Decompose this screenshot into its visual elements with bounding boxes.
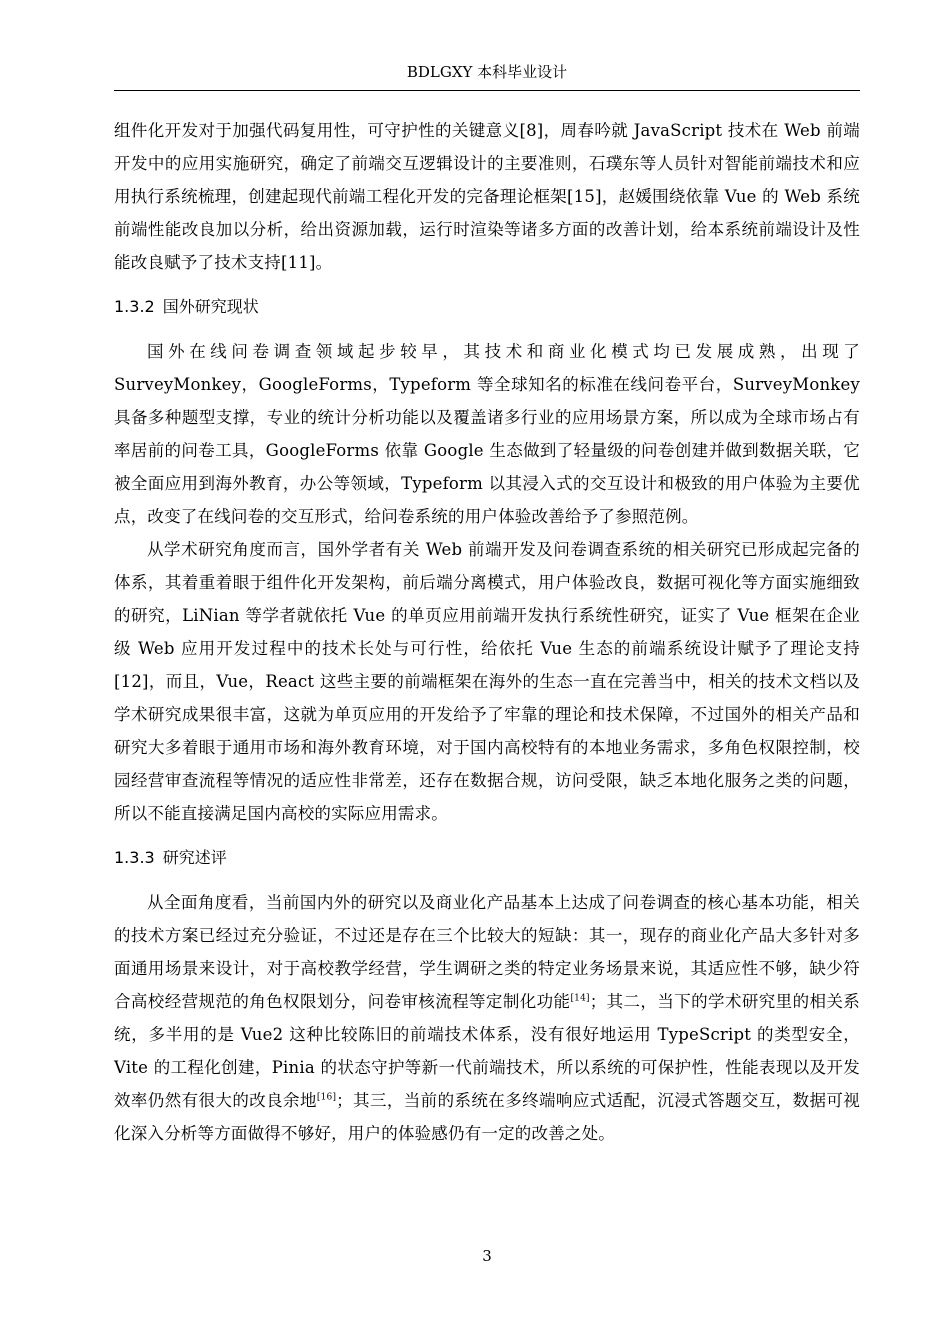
section-heading-1-3-2	[114, 293, 860, 321]
review-text-part-2: ；其二，当下的学术研究里的相关系统，多半用的是 Vue2 这种比较陈旧的前端技术体系，没有很好地运用 TypeScript 的类型安全，Vite 的工程化创建，Pinia 的状态守护等新一代前端技术，所以系统的可保护性，性能表现以及开发效率仍然有很大的改良余地	[114, 992, 860, 1110]
citation-14: [14]	[570, 993, 590, 1004]
paragraph-continued: 组件化开发对于加强代码复用性，可守护性的关键意义[8]，周春吟就 JavaScript 技术在 Web 前端开发中的应用实施研究，确定了前端交互逻辑设计的主要准则，石璞东等人员针对智能前端技术和应用执行系统梳理，创建起现代前端工程化开发的完备理论框架[15]，赵媛围绕依靠 Vue 的 Web 系统前端性能改良加以分析，给出资源加载，运行时渲染等诸多方面的改善计划，给本系统前端设计及性能改良赋予了技术支持[11]。	[114, 121, 860, 272]
header-rule	[114, 90, 860, 91]
paragraph-foreign-platforms: 国外在线问卷调查领域起步较早，其技术和商业化模式均已发展成熟，出现了 SurveyMonkey，GoogleForms，Typeform 等全球知名的标准在线问卷平台，SurveyMonkey 具备多种题型支撑，专业的统计分析功能以及覆盖诸多行业的应用场景方案，所以成为全球市场占有率居前的问卷工具，GoogleForms 依靠 Google 生态做到了轻量级的问卷创建并做到数据关联，它被全面应用到海外教育，办公等领域，Typeform 以其浸入式的交互设计和极致的用户体验为主要优点，改变了在线问卷的交互形式，给问卷系统的用户体验改善给予了参照范例。	[114, 342, 860, 526]
citation-16: [16]	[316, 1092, 337, 1103]
paragraph-foreign-academic: 从学术研究角度而言，国外学者有关 Web 前端开发及问卷调查系统的相关研究已形成起完备的体系，其着重着眼于组件化开发架构，前后端分离模式，用户体验改良，数据可视化等方面实施细致的研究，LiNian 等学者就依托 Vue 的单页应用前端开发执行系统性研究，证实了 Vue 框架在企业级 Web 应用开发过程中的技术长处与可行性，给依托 Vue 生态的前端系统设计赋予了理论支持[12]，而且，Vue，React 这些主要的前端框架在海外的生态一直在完善当中，相关的技术文档以及学术研究成果很丰富，这就为单页应用的开发给予了牢靠的理论和技术保障，不过国外的相关产品和研究大多着眼于通用市场和海外教育环境，对于国内高校特有的本地业务需求，多角色权限控制，校园经营审查流程等情况的适应性非常差，还存在数据合规，访问受限，缺乏本地化服务之类的问题，所以不能直接满足国内高校的实际应用需求。	[114, 540, 860, 823]
section-title: 研究述评	[162, 848, 227, 867]
page-header: BDLGXY 本科毕业设计	[406, 63, 568, 81]
section-heading-1-3-3	[114, 844, 860, 872]
review-text-part-1: 从全面角度看，当前国内外的研究以及商业化产品基本上达成了问卷调查的核心基本功能，相关的技术方案已经过充分验证，不过还是存在三个比较大的短缺：其一，现存的商业化产品大多针对多面通用场景来设计，对于高校教学经营，学生调研之类的特定业务场景来说，其适应性不够，缺少符合高校经营规范的角色权限划分，问卷审核流程等定制化功能	[114, 893, 860, 1011]
section-number: 1.3.2	[114, 297, 155, 316]
section-title: 国外研究现状	[162, 297, 259, 316]
section-number: 1.3.3	[114, 848, 155, 867]
review-text-part-3: ；其三，当前的系统在多终端响应式适配，沉浸式答题交互，数据可视化深入分析等方面做得不够好，用户的体验感仍有一定的改善之处。	[114, 1091, 861, 1143]
body-text	[114, 114, 860, 1150]
paragraph-review	[114, 886, 860, 1150]
page-number: 3	[482, 1247, 492, 1265]
